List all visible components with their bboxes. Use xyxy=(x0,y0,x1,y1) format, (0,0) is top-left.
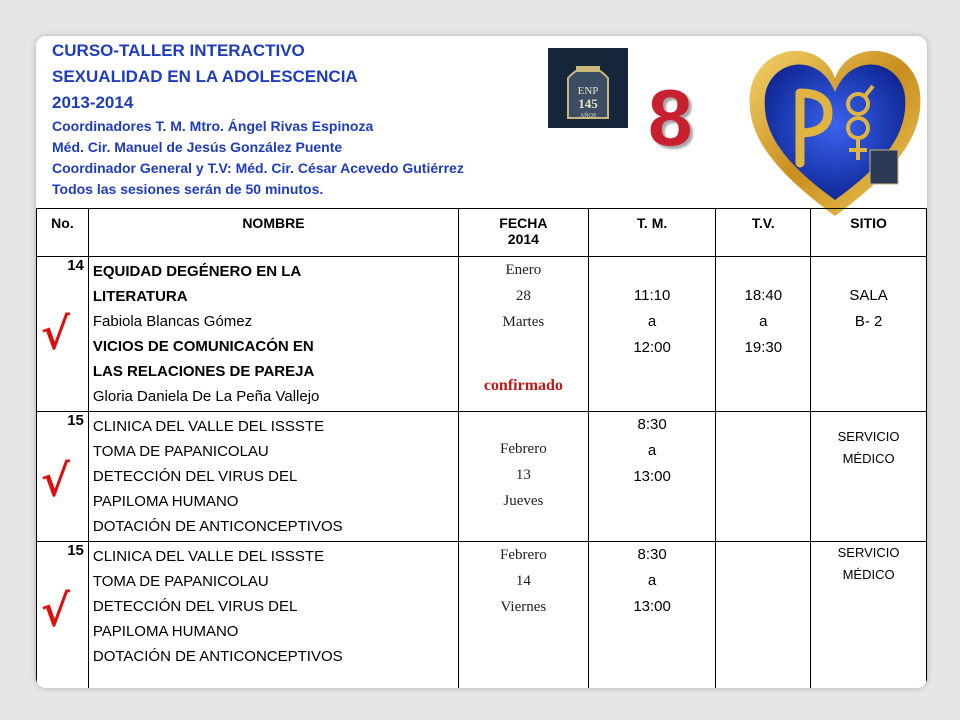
session-number-badge: 8 xyxy=(648,73,693,162)
tv-start: 18:40 xyxy=(744,287,783,304)
clinic-name: CLINICA DEL VALLE DEL ISSSTE xyxy=(92,548,325,565)
clinic-name: CLINICA DEL VALLE DEL ISSSTE xyxy=(92,418,325,435)
table-row xyxy=(37,412,927,542)
sitio-line2: MÉDICO xyxy=(842,567,895,582)
status-confirmed: confirmado xyxy=(483,377,563,394)
tm-end: 13:00 xyxy=(633,598,671,615)
header-row xyxy=(37,209,927,257)
row-number-cell xyxy=(37,542,89,689)
fecha-weekday: Jueves xyxy=(503,493,544,509)
fecha-day: 14 xyxy=(515,573,531,589)
row-number-cell xyxy=(37,412,89,542)
col-header-no: No. xyxy=(37,209,89,257)
service-2: DETECCIÓN DEL VIRUS DEL xyxy=(92,468,298,485)
service-2: DETECCIÓN DEL VIRUS DEL xyxy=(92,598,298,615)
fecha-weekday: Viernes xyxy=(500,599,547,615)
coordinators-line3: Coordinador General y T.V: Méd. Cir. César Acevedo Gutiérrez xyxy=(52,160,464,176)
fecha-cell xyxy=(458,257,588,412)
tm-sep: a xyxy=(647,442,657,459)
fecha-month: Febrero xyxy=(500,441,547,457)
session-title-2: VICIOS DE COMUNICACÓN EN xyxy=(92,338,314,355)
session-title-cont: LITERATURA xyxy=(92,288,188,305)
col-header-fecha-year: 2014 xyxy=(507,231,539,247)
row-number-cell xyxy=(37,257,89,412)
fecha-month: Enero xyxy=(505,262,542,278)
schedule-table xyxy=(36,208,927,688)
tm-start: 8:30 xyxy=(637,416,667,433)
service-2-cont: PAPILOMA HUMANO xyxy=(92,493,239,510)
course-years: 2013-2014 xyxy=(52,93,134,112)
session-note: Todos las sesiones serán de 50 minutos. xyxy=(52,181,324,197)
col-header-nombre: NOMBRE xyxy=(88,209,458,257)
tm-cell xyxy=(588,257,716,412)
course-title: CURSO-TALLER INTERACTIVO xyxy=(52,41,305,60)
tm-start: 8:30 xyxy=(637,546,667,563)
tm-cell xyxy=(588,542,716,689)
tm-sep: a xyxy=(647,313,657,330)
sitio-cell xyxy=(811,542,927,689)
enp-logo-text2: 145 xyxy=(578,96,598,111)
course-subtitle: SEXUALIDAD EN LA ADOLESCENCIA xyxy=(52,67,358,86)
fecha-weekday: Martes xyxy=(502,314,545,330)
heart-logo xyxy=(740,38,927,223)
sitio-cell xyxy=(811,257,927,412)
table-row xyxy=(37,257,927,412)
check-mark-icon: √ xyxy=(41,586,70,637)
sitio-cell xyxy=(811,412,927,542)
fecha-cell xyxy=(458,412,588,542)
col-header-tm: T. M. xyxy=(588,209,716,257)
service-1: TOMA DE PAPANICOLAU xyxy=(92,573,269,590)
presenter-name: Fabiola Blancas Gómez xyxy=(92,313,253,330)
fecha-day: 28 xyxy=(515,288,531,304)
check-mark-icon: √ xyxy=(41,456,70,507)
tm-start: 11:10 xyxy=(633,287,671,304)
session-title: EQUIDAD DEGÉNERO EN LA xyxy=(92,263,302,280)
service-1: TOMA DE PAPANICOLAU xyxy=(92,443,269,460)
service-3: DOTACIÓN DE ANTICONCEPTIVOS xyxy=(92,648,343,665)
enp-logo-text3: AÑOS xyxy=(579,113,597,119)
tv-cell-empty xyxy=(716,412,811,542)
nombre-cell xyxy=(88,412,458,542)
tm-end: 12:00 xyxy=(633,339,671,356)
slide xyxy=(36,36,927,688)
check-mark-icon: √ xyxy=(41,309,70,360)
sitio-line2: B- 2 xyxy=(854,313,883,330)
row-number: 14 xyxy=(67,257,84,274)
coordinators-line2: Méd. Cir. Manuel de Jesús González Puente xyxy=(52,139,343,155)
row-number: 15 xyxy=(67,542,84,559)
col-header-tv: T.V. xyxy=(716,209,811,257)
sitio-line2: MÉDICO xyxy=(842,451,895,466)
sitio-line1: SERVICIO xyxy=(837,545,900,560)
coordinators-line1: Coordinadores T. M. Mtro. Ángel Rivas Espinoza xyxy=(52,118,374,134)
service-2-cont: PAPILOMA HUMANO xyxy=(92,623,239,640)
fecha-cell xyxy=(458,542,588,689)
fecha-month: Febrero xyxy=(500,547,547,563)
enp-logo-text1: ENP xyxy=(577,85,599,97)
sitio-line1: SERVICIO xyxy=(837,429,900,444)
table-row xyxy=(37,542,927,689)
sitio-line1: SALA xyxy=(849,287,888,304)
session-title-2-cont: LAS RELACIONES DE PAREJA xyxy=(92,363,315,380)
tv-sep: a xyxy=(759,313,768,330)
col-header-sitio: SITIO xyxy=(811,209,927,257)
tv-cell-empty xyxy=(716,542,811,689)
row-number: 15 xyxy=(67,412,84,429)
nombre-cell xyxy=(88,257,458,412)
col-header-fecha xyxy=(458,209,588,257)
nombre-cell xyxy=(88,542,458,689)
col-header-fecha-label: FECHA xyxy=(499,215,548,231)
tv-end: 19:30 xyxy=(744,339,783,356)
enp-logo xyxy=(548,48,628,128)
tv-cell xyxy=(716,257,811,412)
presenter-name-2: Gloria Daniela De La Peña Vallejo xyxy=(92,388,320,405)
header-block xyxy=(52,38,464,200)
service-3: DOTACIÓN DE ANTICONCEPTIVOS xyxy=(92,518,343,535)
tm-cell xyxy=(588,412,716,542)
tm-end: 13:00 xyxy=(633,468,671,485)
fecha-day: 13 xyxy=(515,467,531,483)
tm-sep: a xyxy=(647,572,657,589)
